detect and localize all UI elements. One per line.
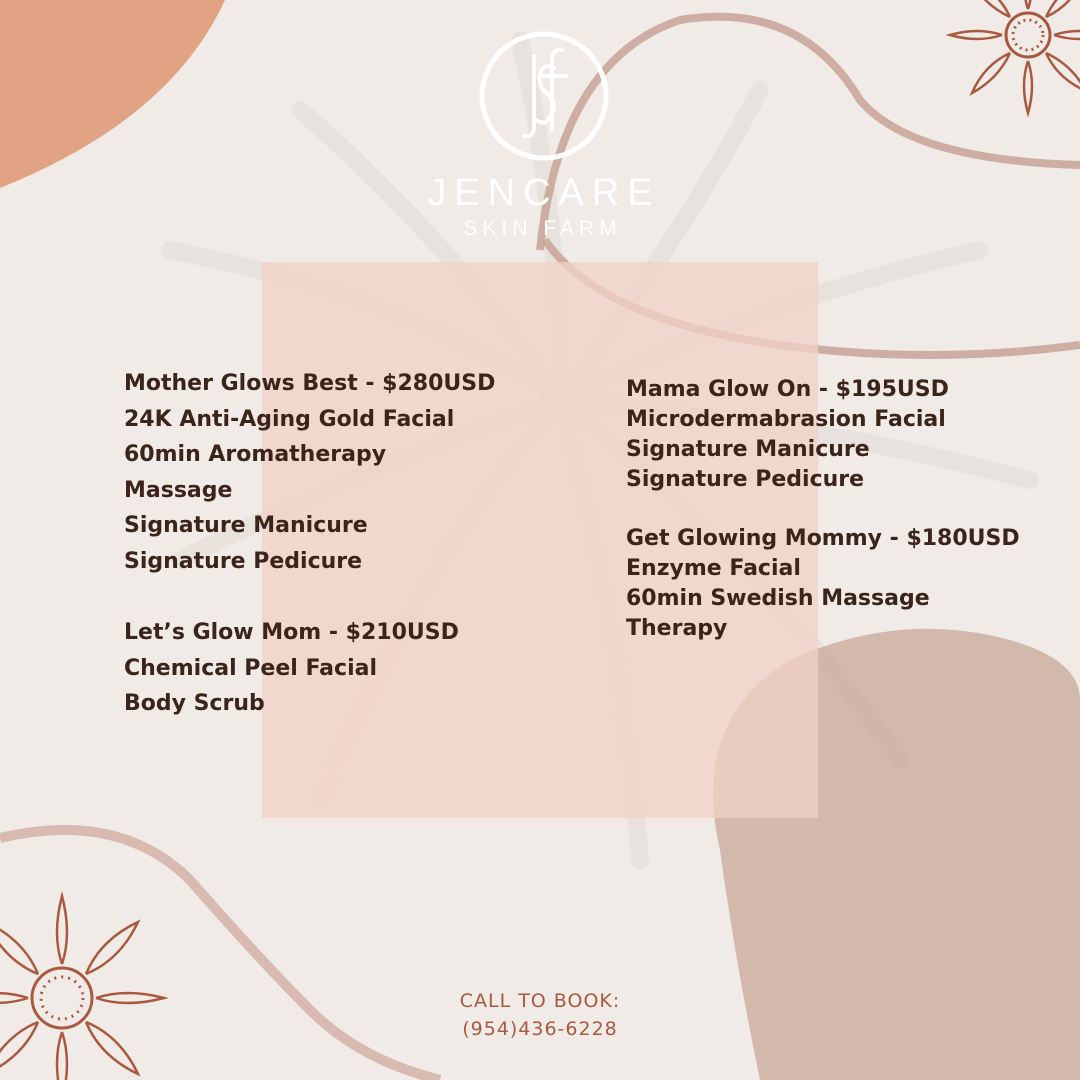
curve-line-top xyxy=(540,17,1080,250)
package-item: Signature Pedicure xyxy=(626,467,865,492)
package-mama-glow-on xyxy=(626,375,1066,495)
package-item: 60min Aromatherapy xyxy=(124,442,387,467)
package-get-glowing-mommy xyxy=(626,524,1066,644)
package-item: 60min Swedish Massage xyxy=(626,586,930,611)
package-item: Signature Pedicure xyxy=(124,548,363,574)
package-lets-glow-mom xyxy=(124,615,524,722)
package-title: Let’s Glow Mom - $210USD xyxy=(124,620,459,645)
logo-monogram-icon xyxy=(474,26,614,166)
sun-icon xyxy=(950,0,1080,113)
package-item: 24K Anti-Aging Gold Facial xyxy=(124,406,455,432)
package-title: Get Glowing Mommy - $180USD xyxy=(626,526,1020,551)
package-mother-glows-best xyxy=(124,366,524,579)
package-title: Mama Glow On - $195USD xyxy=(626,377,949,402)
package-item: Microdermabrasion Facial xyxy=(626,407,946,432)
package-item: Body Scrub xyxy=(124,691,265,716)
call-to-book xyxy=(430,987,650,1043)
packages-right-column xyxy=(626,375,1066,644)
cta-label: CALL TO BOOK: xyxy=(459,990,621,1012)
package-item: Therapy xyxy=(626,616,728,641)
sun-icon-bottom xyxy=(0,896,164,1080)
cta-phone[interactable]: (954)436-6228 xyxy=(462,1018,618,1040)
package-title: Mother Glows Best - $280USD xyxy=(124,371,496,396)
brand-tagline: SKIN FARM xyxy=(463,217,622,240)
packages-left-column xyxy=(124,366,524,722)
orange-blob xyxy=(0,0,225,188)
brand-name: JENCARE xyxy=(427,172,661,214)
package-item: Massage xyxy=(124,477,233,503)
package-item: Enzyme Facial xyxy=(626,556,801,581)
package-item: Signature Manicure xyxy=(124,513,368,538)
package-item: Signature Manicure xyxy=(626,437,870,462)
package-item: Chemical Peel Facial xyxy=(124,655,377,681)
